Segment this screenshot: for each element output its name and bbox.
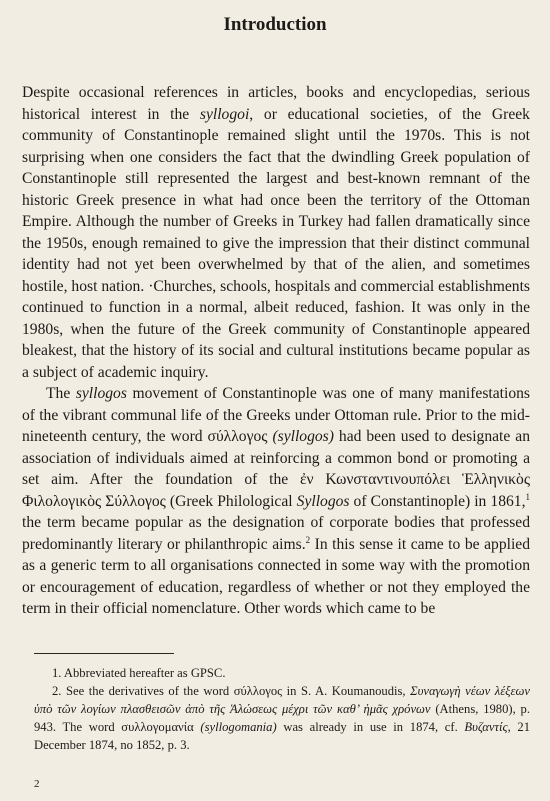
- footnote-1: 1. Abbreviated hereafter as GPSC.: [52, 666, 226, 680]
- p2-text-5: the term became popular as the designation of corporate bodies that professed predominantly literary or philanthropic aims.: [22, 514, 530, 553]
- footnote-ref-2[interactable]: 2: [305, 534, 311, 545]
- page-number: 2: [34, 778, 40, 790]
- fn2-text-1: 2. See the derivatives of the word σύλλογος in S. A. Koumanoudis,: [52, 684, 411, 698]
- p1-text-2: , or educational societies, of the Greek community of Constantinople remained slight until the 1970s. This is not surprising when one considers the fact that the dwindling Greek population of Constantinople still represented the largest and best-known remnant of the historic Greek presence in what had once been the territory of the Ottoman Empire. Although the number of Greeks in Turkey had fallen dramatically since the 1950s, enough remained to give the impression that their distinct communal identity had not yet been overwhelmed by that of the alien, and sometimes hostile, host nation. ·Churches, schools, hospitals and commercial establishments continued to function in a normal, albeit reduced, fashion. It was only in the 1980s, when the future of the Greek community of Constantinople appeared bleakest, that the history of its social and cultural institutions became popular as a subject of academic inquiry.: [22, 105, 530, 381]
- fn2-text-3: was already in use in 1874, cf.: [276, 720, 465, 734]
- p2-text-2: movement of Constantinople was one of many manifestations of the vibrant communal life of the Greeks under Ottoman rule. Prior to the mid-nineteenth century, the word σύλλογος: [22, 385, 530, 445]
- footnote-ref-1[interactable]: 1: [525, 491, 530, 502]
- p2-text-3: had been used to designate an association of individuals aimed at reinforcing a common bond or promoting a set aim. After the foundation of the ἐν Κωνσταντινουπόλει Ἑλληνικὸς Φιλολογικὸς Σύλλογος (Greek Philological: [22, 428, 530, 510]
- fn2-italic-byzantis: Βυζαντίς: [464, 720, 508, 734]
- p2-italic-syllogos-2: Syllogos: [296, 492, 350, 510]
- paragraph-1: [22, 82, 530, 383]
- p1-italic-syllogoi: syllogoi: [199, 105, 250, 123]
- p2-text-4: of Constantinople) in 1861,: [349, 492, 526, 510]
- footnote-2: [34, 682, 530, 754]
- footnotes: [34, 664, 530, 754]
- footnote-divider: [34, 653, 174, 654]
- p2-italic-syllogos: syllogos: [75, 385, 127, 402]
- p2-text-6: In this sense it came to be applied as a generic term to all organisations connected in some way with the promotion or encouragement of education, regardless of whether or not they employed the term in their official nomenclature. Other words which came to be: [22, 535, 531, 617]
- p2-text-1: The: [46, 385, 76, 402]
- p1-text-1: Despite occasional references in articles, books and encyclopedias, serious historical interest in the: [22, 84, 530, 123]
- fn2-text-2: (Athens, 1980), p. 943. The word συλλογομανία: [34, 702, 530, 734]
- main-text: [22, 82, 530, 620]
- page-title: Introduction: [223, 14, 327, 35]
- fn2-italic-title: Συναγωγὴ νέων λέξεων ὑπὸ τῶν λογίων πλασθεισῶν ἀπὸ τῆς Ἁλώσεως μέχρι τῶν καθ’ ἡμᾶς χρόνων: [34, 684, 530, 716]
- paragraph-2: [22, 383, 530, 620]
- fn2-text-4: , 21 December 1874, no 1852, p. 3.: [34, 720, 530, 752]
- fn2-italic-syllogomania: (syllogomania): [200, 720, 277, 734]
- p2-italic-syllogos-paren: (syllogos): [272, 428, 334, 445]
